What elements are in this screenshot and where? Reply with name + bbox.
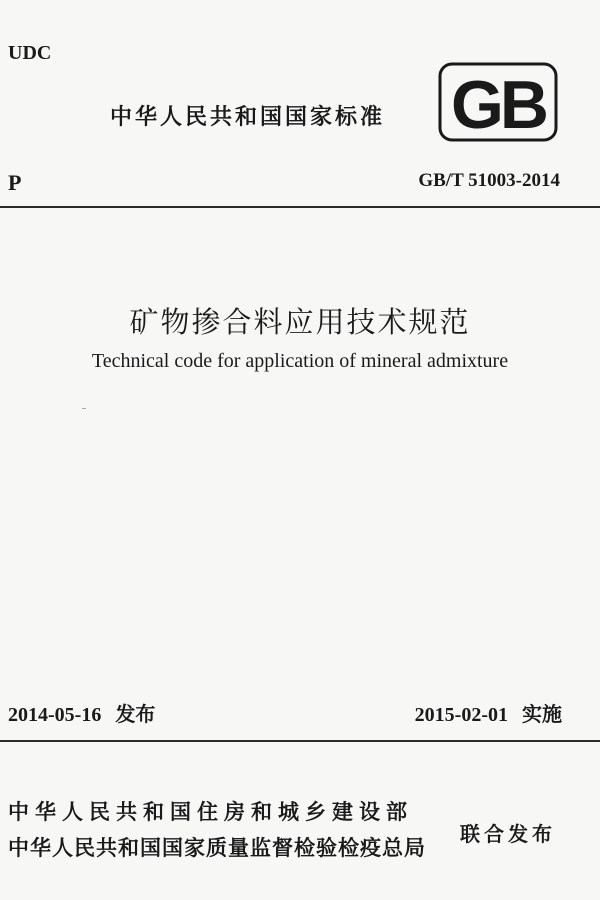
standard-number: GB/T 51003-2014: [418, 170, 560, 191]
header-divider: [0, 206, 600, 208]
publisher-2: 中华人民共和国国家质量监督检验检疫总局: [8, 836, 426, 860]
issue-date: 2014-05-16: [8, 704, 102, 726]
issue-date-block: [8, 698, 155, 727]
joint-publish-label: 联合发布: [460, 822, 556, 846]
gb-logo: [438, 62, 558, 142]
footer-divider: [0, 740, 600, 742]
implement-label: 实施: [522, 702, 562, 726]
udc-label: UDC: [8, 42, 52, 64]
implement-date: 2015-02-01: [414, 704, 508, 726]
publisher-1: 中华人民共和国住房和城乡建设部: [8, 800, 413, 824]
title-english: Technical code for application of mineral admixture: [91, 350, 509, 372]
title-chinese: 矿物掺合料应用技术规范: [129, 305, 471, 339]
implement-date-block: [415, 698, 562, 727]
speck: [82, 408, 86, 409]
gb-logo-text: GB: [451, 67, 545, 142]
category-code: P: [8, 170, 22, 195]
issue-label: 发布: [115, 702, 156, 726]
national-standard-title: 中华人民共和国国家标准: [110, 105, 386, 130]
